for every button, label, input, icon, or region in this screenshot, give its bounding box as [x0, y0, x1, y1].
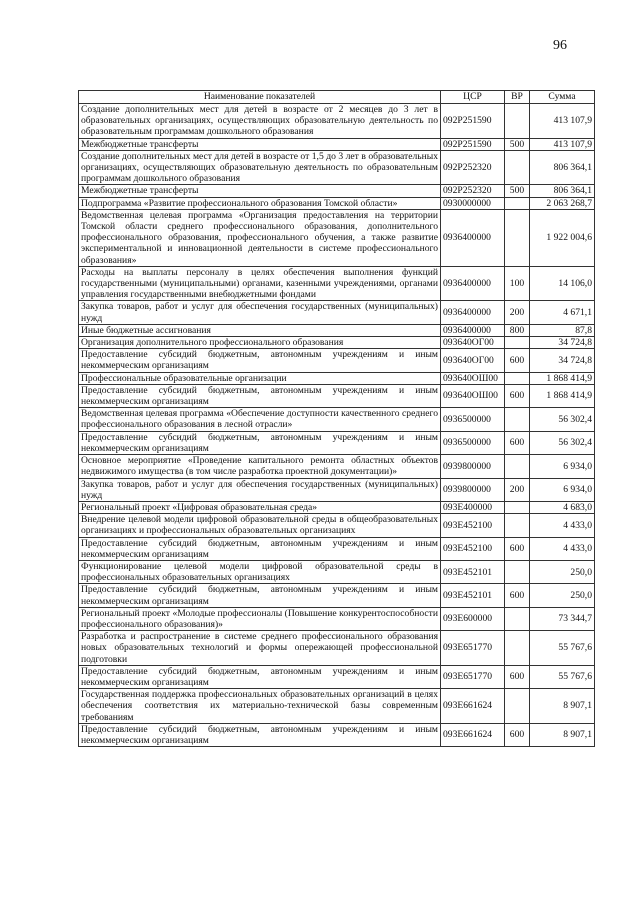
cell-vr: 600 — [505, 723, 530, 746]
cell-sum: 6 934,0 — [530, 478, 595, 501]
cell-vr: 600 — [505, 537, 530, 560]
cell-name: Предоставление субсидий бюджетным, автономным учреждениям и иным некоммерческим организациям — [79, 584, 441, 607]
cell-csr: 0936400000 — [441, 301, 505, 324]
cell-sum: 4 683,0 — [530, 501, 595, 513]
cell-sum: 87,8 — [530, 324, 595, 336]
cell-csr: 0936400000 — [441, 209, 505, 266]
cell-vr — [505, 689, 530, 724]
budget-table — [78, 90, 595, 747]
header-csr: ЦСР — [441, 91, 505, 104]
cell-vr: 500 — [505, 138, 530, 150]
cell-sum: 2 063 268,7 — [530, 197, 595, 209]
cell-vr: 600 — [505, 584, 530, 607]
cell-sum: 1 868 414,9 — [530, 384, 595, 407]
cell-name: Региональный проект «Цифровая образовательная среда» — [79, 501, 441, 513]
cell-name: Организация дополнительного профессионального образования — [79, 337, 441, 349]
cell-name: Предоставление субсидий бюджетным, автономным учреждениям и иным некоммерческим организациям — [79, 665, 441, 688]
cell-sum: 55 767,6 — [530, 665, 595, 688]
cell-csr: 092P252320 — [441, 150, 505, 185]
cell-csr: 092P252320 — [441, 185, 505, 197]
cell-name: Предоставление субсидий бюджетным, автономным учреждениям и иным некоммерческим организациям — [79, 349, 441, 372]
table-row — [79, 478, 595, 501]
table-row — [79, 384, 595, 407]
cell-csr: 0936400000 — [441, 266, 505, 301]
header-name: Наименование показателей — [79, 91, 441, 104]
cell-csr: 0936400000 — [441, 324, 505, 336]
cell-csr: 093E400000 — [441, 501, 505, 513]
table-row — [79, 349, 595, 372]
table-row — [79, 209, 595, 266]
header-vr: ВР — [505, 91, 530, 104]
cell-sum: 413 107,9 — [530, 104, 595, 139]
cell-vr: 200 — [505, 301, 530, 324]
cell-sum: 14 106,0 — [530, 266, 595, 301]
cell-vr: 800 — [505, 324, 530, 336]
cell-name: Функционирование целевой модели цифровой образовательной среды в профессиональных образовательных организациях — [79, 560, 441, 583]
cell-sum: 8 907,1 — [530, 689, 595, 724]
cell-name: Предоставление субсидий бюджетным, автономным учреждениям и иным некоммерческим организациям — [79, 537, 441, 560]
cell-csr: 093E651770 — [441, 631, 505, 666]
table-row — [79, 514, 595, 537]
cell-csr: 093E452100 — [441, 514, 505, 537]
cell-sum: 4 433,0 — [530, 514, 595, 537]
cell-sum: 250,0 — [530, 560, 595, 583]
cell-sum: 73 344,7 — [530, 607, 595, 630]
cell-vr — [505, 607, 530, 630]
cell-csr: 0939800000 — [441, 455, 505, 478]
cell-vr: 200 — [505, 478, 530, 501]
cell-vr — [505, 455, 530, 478]
cell-vr — [505, 372, 530, 384]
cell-csr: 093E661624 — [441, 723, 505, 746]
cell-name: Межбюджетные трансферты — [79, 138, 441, 150]
table-row — [79, 266, 595, 301]
cell-vr: 600 — [505, 384, 530, 407]
cell-csr: 0930000000 — [441, 197, 505, 209]
cell-vr — [505, 514, 530, 537]
header-row — [79, 91, 595, 104]
header-sum: Сумма — [530, 91, 595, 104]
table-row — [79, 631, 595, 666]
cell-name: Ведомственная целевая программа «Организация предоставления на территории Томской области среднего профессионального образования, дополнительного профессионального образования, профессионального обучения, а также развитие экспериментальной и инновационной деятельности в системе профессионального образования» — [79, 209, 441, 266]
cell-name: Основное мероприятие «Проведение капитального ремонта областных объектов недвижимого имущества (в том числе разработка проектной документации)» — [79, 455, 441, 478]
cell-name: Государственная поддержка профессиональных образовательных организаций в целях обеспечения соответствия их материально-технической базы современным требованиям — [79, 689, 441, 724]
cell-csr: 093640ОГ00 — [441, 337, 505, 349]
cell-vr: 600 — [505, 665, 530, 688]
page-number: 96 — [553, 38, 567, 53]
cell-sum: 8 907,1 — [530, 723, 595, 746]
cell-vr — [505, 197, 530, 209]
table-row — [79, 324, 595, 336]
cell-vr — [505, 150, 530, 185]
cell-csr: 093E661624 — [441, 689, 505, 724]
cell-name: Региональный проект «Молодые профессионалы (Повышение конкурентоспособности профессионального образования)» — [79, 607, 441, 630]
cell-sum: 806 364,1 — [530, 150, 595, 185]
cell-name: Ведомственная целевая программа «Обеспечение доступности качественного среднего профессионального образования в лесной отрасли» — [79, 408, 441, 431]
cell-name: Создание дополнительных мест для детей в возрасте от 2 месяцев до 3 лет в образовательных организациях, осуществляющих образовательную деятельность по образовательным программам дошкольного образования — [79, 104, 441, 139]
cell-vr — [505, 560, 530, 583]
table-row — [79, 723, 595, 746]
table-row — [79, 607, 595, 630]
table-row — [79, 537, 595, 560]
cell-name: Предоставление субсидий бюджетным, автономным учреждениям и иным некоммерческим организациям — [79, 723, 441, 746]
table-row — [79, 689, 595, 724]
cell-csr: 0936500000 — [441, 408, 505, 431]
table-row — [79, 372, 595, 384]
cell-name: Разработка и распространение в системе среднего профессионального образования новых образовательных технологий и формы опережающей профессиональной подготовки — [79, 631, 441, 666]
cell-name: Подпрограмма «Развитие профессионального образования Томской области» — [79, 197, 441, 209]
cell-vr: 600 — [505, 349, 530, 372]
table-row — [79, 501, 595, 513]
cell-sum: 4 433,0 — [530, 537, 595, 560]
table-row — [79, 337, 595, 349]
table-row — [79, 138, 595, 150]
cell-sum: 55 767,6 — [530, 631, 595, 666]
cell-vr — [505, 337, 530, 349]
cell-sum: 56 302,4 — [530, 408, 595, 431]
cell-sum: 1 922 004,6 — [530, 209, 595, 266]
cell-vr — [505, 104, 530, 139]
cell-csr: 092P251590 — [441, 138, 505, 150]
cell-name: Внедрение целевой модели цифровой образовательной среды в общеобразовательных организациях и профессиональных образовательных организациях — [79, 514, 441, 537]
table-row — [79, 665, 595, 688]
cell-sum: 6 934,0 — [530, 455, 595, 478]
cell-sum: 250,0 — [530, 584, 595, 607]
cell-name: Создание дополнительных мест для детей в возрасте от 1,5 до 3 лет в образовательных организациях, осуществляющих образовательную деятельность по образовательным программам дошкольного образования — [79, 150, 441, 185]
cell-csr: 092P251590 — [441, 104, 505, 139]
cell-name: Иные бюджетные ассигнования — [79, 324, 441, 336]
table-row — [79, 455, 595, 478]
table-row — [79, 431, 595, 454]
cell-vr — [505, 631, 530, 666]
cell-name: Предоставление субсидий бюджетным, автономным учреждениям и иным некоммерческим организациям — [79, 431, 441, 454]
cell-csr: 093E452100 — [441, 537, 505, 560]
cell-name: Предоставление субсидий бюджетным, автономным учреждениям и иным некоммерческим организациям — [79, 384, 441, 407]
cell-csr: 093640ОШ00 — [441, 384, 505, 407]
cell-sum: 1 868 414,9 — [530, 372, 595, 384]
table-row — [79, 185, 595, 197]
cell-name: Профессиональные образовательные организации — [79, 372, 441, 384]
cell-csr: 093E600000 — [441, 607, 505, 630]
cell-csr: 0936500000 — [441, 431, 505, 454]
table-row — [79, 197, 595, 209]
table-header — [79, 91, 595, 104]
cell-sum: 34 724,8 — [530, 349, 595, 372]
table-row — [79, 584, 595, 607]
cell-csr: 093E452101 — [441, 560, 505, 583]
cell-csr: 093640ОГ00 — [441, 349, 505, 372]
cell-csr: 093E452101 — [441, 584, 505, 607]
table-row — [79, 560, 595, 583]
cell-name: Закупка товаров, работ и услуг для обеспечения государственных (муниципальных) нужд — [79, 478, 441, 501]
cell-name: Межбюджетные трансферты — [79, 185, 441, 197]
cell-name: Закупка товаров, работ и услуг для обеспечения государственных (муниципальных) нужд — [79, 301, 441, 324]
cell-vr: 500 — [505, 185, 530, 197]
cell-csr: 0939800000 — [441, 478, 505, 501]
cell-sum: 4 671,1 — [530, 301, 595, 324]
cell-name: Расходы на выплаты персоналу в целях обеспечения выполнения функций государственными (муниципальными) органами, казенными учреждениями, органами управления государственными внебюджетными фондами — [79, 266, 441, 301]
table-row — [79, 150, 595, 185]
cell-sum: 806 364,1 — [530, 185, 595, 197]
cell-vr: 100 — [505, 266, 530, 301]
cell-vr: 600 — [505, 431, 530, 454]
table-body — [79, 104, 595, 747]
cell-sum: 413 107,9 — [530, 138, 595, 150]
cell-csr: 093640ОШ00 — [441, 372, 505, 384]
cell-vr — [505, 209, 530, 266]
cell-vr — [505, 501, 530, 513]
cell-vr — [505, 408, 530, 431]
cell-csr: 093E651770 — [441, 665, 505, 688]
cell-sum: 34 724,8 — [530, 337, 595, 349]
table-row — [79, 104, 595, 139]
table-row — [79, 408, 595, 431]
table-row — [79, 301, 595, 324]
cell-sum: 56 302,4 — [530, 431, 595, 454]
